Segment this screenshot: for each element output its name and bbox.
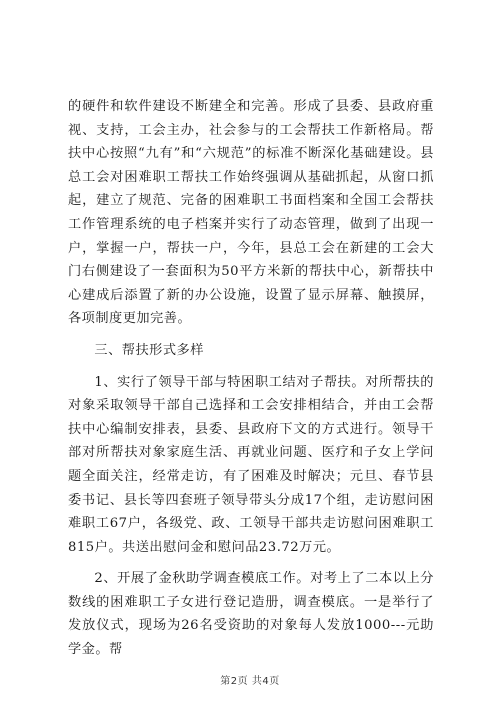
- page-footer: 第2页 共4页: [220, 676, 280, 687]
- paragraph-continuation: 的硬件和软件建设不断建全和完善。形成了县委、县政府重视、支持，工会主办，社会参与的工会帮扶工作新格局。帮扶中心按照“九有”和“六规范”的标准不断深化基础建设。县总工会对困难职工帮扶工作始终强调从基础抓起，从窗口抓起，建立了规范、完备的困难职工书面档案和全国工会帮扶工作管理系统的电子档案并实行了动态管理，做到了出现一户，掌握一户，帮扶一户，今年，县总工会在新建的工会大门右侧建设了一套面积为50平方米新的帮扶中心，新帮扶中心建成后添置了新的办公设施，设置了显示屏幕、触摸屏，各项制度更加完善。: [68, 99, 434, 327]
- paragraph-item-1: 1、实行了领导干部与特困职工结对子帮扶。对所帮扶的对象采取领导干部自己选择和工会安排相结合，并由工会帮扶中心编制安排表，县委、县政府下文的方式进行。领导干部对所帮扶对象家庭生活、再就业问题、医疗和子女上学问题全面关注，经常走访，有了困难及时解决；元旦、春节县委书记、县长等四套班子领导带头分成17个组，走访慰问困难职工67户，各级党、政、工领导干部共走访慰问困难职工815户。共送出慰问金和慰问品23.72万元。: [68, 374, 434, 555]
- section-heading: 三、帮扶形式多样: [94, 342, 204, 358]
- paragraph-item-2: 2、开展了金秋助学调查模底工作。对考上了二本以上分数线的困难职工子女进行登记造册，调查模底。一是举行了发放仪式，现场为26名受资助的对象每人发放1000---元助学金。帮: [68, 571, 434, 658]
- document-body: [68, 95, 434, 670]
